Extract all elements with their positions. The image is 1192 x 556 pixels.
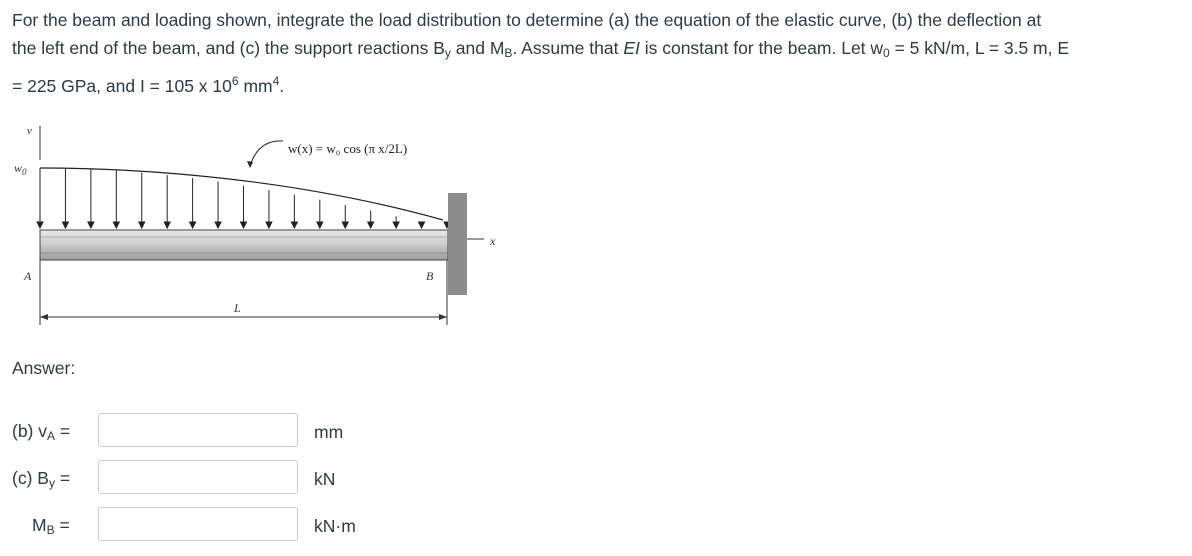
problem-statement — [12, 6, 1182, 100]
load-arrow-head — [317, 222, 323, 228]
load-arrow-head — [164, 222, 170, 228]
fixed-support-wall — [448, 193, 467, 295]
load-arrow-head — [393, 222, 399, 228]
problem-text: the left end of the beam, and (c) the support reactions B — [12, 38, 445, 58]
load-arrow-head — [190, 222, 196, 228]
problem-text: = 225 GPa, and I = 105 x 10 — [12, 76, 232, 96]
by-input[interactable] — [98, 460, 298, 494]
problem-text: . — [279, 76, 285, 96]
load-arrow-head — [215, 222, 221, 228]
load-arrow-head — [139, 222, 145, 228]
load-arrow-head — [266, 222, 272, 228]
load-arrow-head — [113, 222, 119, 228]
problem-text: . Assume that — [512, 38, 624, 58]
problem-text: = 5 kN/m, L = 3.5 m, E — [889, 38, 1070, 58]
load-arrow-head — [368, 222, 374, 228]
load-arrow-head — [37, 222, 43, 228]
length-label: L — [234, 301, 241, 315]
load-curve — [40, 168, 443, 220]
equation-pointer — [250, 141, 283, 166]
va-input[interactable] — [98, 413, 298, 447]
beam-figure — [0, 110, 520, 330]
mb-input[interactable] — [98, 507, 298, 541]
mb-unit: kN·m — [314, 516, 356, 536]
problem-line-1 — [12, 6, 1182, 34]
w0-label: $w_0$ — [14, 161, 27, 177]
answer-label-va: (b) $v_A$ = — [12, 421, 71, 443]
load-arrow-head — [241, 222, 247, 228]
load-arrow-head — [62, 222, 68, 228]
load-arrow-head — [419, 222, 425, 228]
va-unit: mm — [314, 422, 344, 442]
answer-label: Answer: — [12, 358, 76, 378]
answer-label-mb: $M_B$ = — [32, 515, 70, 537]
superscript: 4 — [272, 74, 280, 88]
problem-text: mm — [238, 76, 273, 96]
answer-label-by: (c) $B_y$ = — [12, 468, 71, 490]
problem-text-italic: EI — [623, 38, 640, 58]
subscript: 0 — [883, 46, 890, 60]
load-arrow-head — [88, 222, 94, 228]
point-a-label: A — [24, 269, 32, 283]
superscript: 6 — [231, 74, 239, 88]
subscript: B — [504, 46, 513, 60]
x-axis-label: x — [490, 234, 496, 248]
v-axis-label: v — [27, 125, 32, 137]
problem-text: For the beam and loading shown, integrate the load distribution to determine (a) the equation of the elastic curve, (b) the deflection at — [12, 10, 1042, 30]
by-unit: kN — [314, 469, 336, 489]
load-arrow-head — [342, 222, 348, 228]
problem-text: and M — [450, 38, 505, 58]
load-arrows — [37, 168, 450, 228]
point-b-label: B — [426, 269, 434, 283]
load-equation: w(x) = w₀ cos (π x/2L) — [288, 141, 408, 156]
load-arrow-head — [291, 222, 297, 228]
beam — [40, 230, 448, 260]
problem-line-3 — [12, 67, 1182, 100]
problem-text: is constant for the beam. Let w — [639, 38, 884, 58]
subscript: y — [444, 46, 451, 60]
problem-line-2 — [12, 34, 1182, 67]
